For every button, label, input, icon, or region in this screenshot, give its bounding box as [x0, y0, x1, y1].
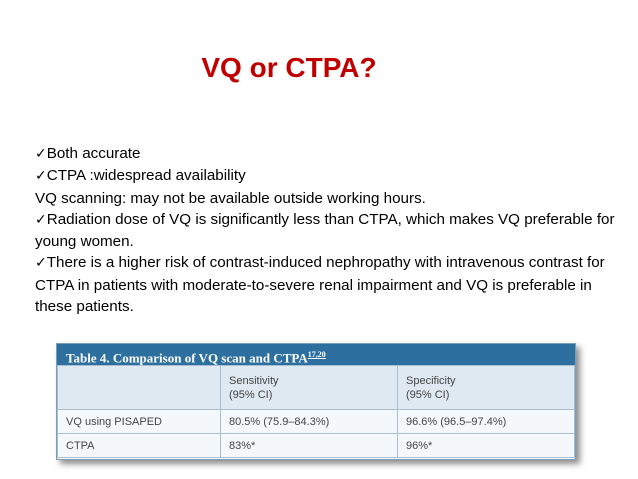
table-header-row	[58, 366, 575, 410]
table-cell: CTPA	[58, 434, 221, 458]
bullet-item: ✓There is a higher risk of contrast-induced nephropathy with intravenous contrast for CTPA in patients with moderate-to-severe renal impairment and VQ is preferable in these patients.	[35, 254, 605, 316]
checkmark-icon: ✓	[35, 146, 47, 162]
bullet-list	[35, 143, 615, 317]
header-cell-empty	[58, 366, 221, 410]
slide-title	[0, 52, 638, 84]
comparison-table	[57, 365, 575, 458]
bullet-item: ✓Radiation dose of VQ is significantly less than CTPA, which makes VQ preferable for young women.	[35, 210, 615, 251]
header-cell-specificity: Specificity (95% CI)	[398, 366, 575, 410]
table-row	[58, 410, 575, 434]
bullet-item: ✓CTPA :widespread availability	[35, 167, 246, 185]
table-cell: 96%*	[398, 434, 575, 458]
table-cell: 83%*	[221, 434, 398, 458]
comparison-table-image	[56, 343, 576, 460]
checkmark-icon: ✓	[35, 168, 47, 185]
table-cell: VQ using PISAPED	[58, 410, 221, 434]
bullet-item: VQ scanning: may not be available outside working hours.	[35, 189, 426, 207]
header-cell-sensitivity: Sensitivity (95% CI)	[221, 366, 398, 410]
caption-reference: 17,20	[307, 350, 326, 359]
table-caption: Table 4. Comparison of VQ scan and CTPA$^{17,20}$	[57, 344, 575, 365]
slide-title-text: VQ or CTPA?	[201, 52, 377, 83]
table-cell: 80.5% (75.9–84.3%)	[221, 410, 398, 434]
checkmark-icon: ✓	[35, 255, 47, 272]
table-row	[58, 434, 575, 458]
table-cell: 96.6% (96.5–97.4%)	[398, 410, 575, 434]
checkmark-icon: ✓	[35, 211, 47, 228]
bullet-item: ✓Both accurate	[35, 145, 141, 162]
